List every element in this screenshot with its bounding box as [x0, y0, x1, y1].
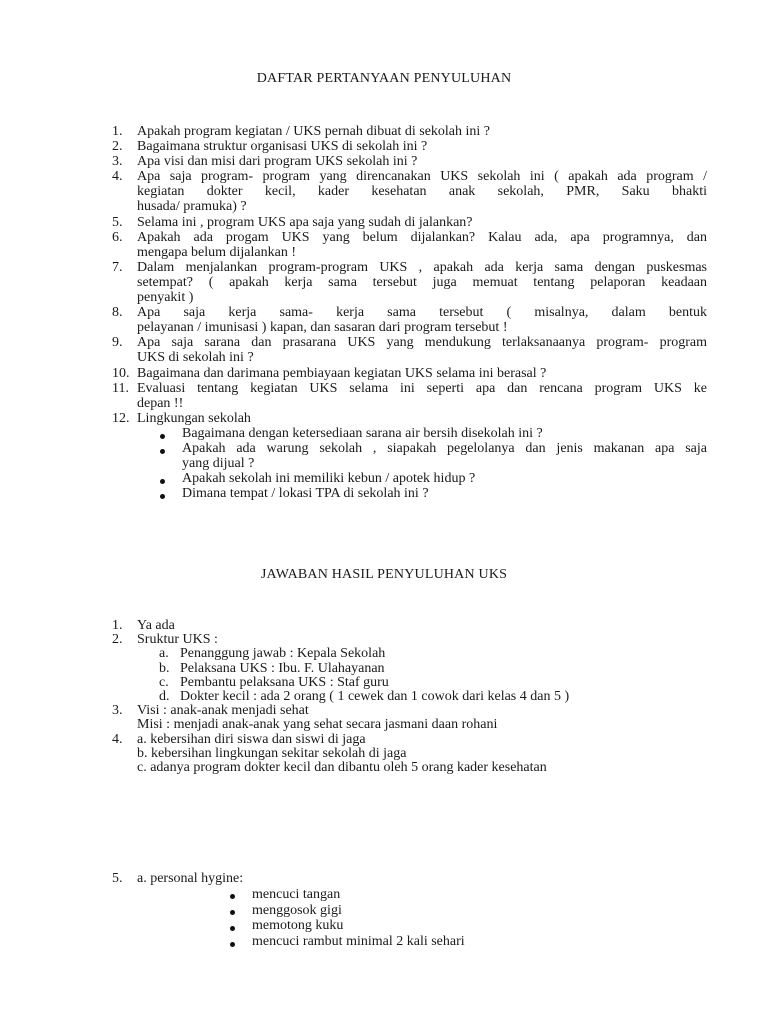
item-number: 11. [112, 380, 129, 396]
item-text-line: Evaluasi tentang kegiatan UKS selama ini seperti apa dan rencana program UKS ke [137, 380, 707, 396]
bullet-icon [230, 926, 235, 931]
list-item [112, 335, 707, 365]
item-number: 3. [112, 154, 123, 170]
list-item [112, 871, 707, 887]
list-item [112, 169, 707, 214]
item-number: 4. [112, 731, 123, 747]
item-text-line: kegiatan dokter kecil, kader kesehatan anak sekolah, PMR, Saku bhakti [137, 184, 707, 200]
sub-item-text: Penanggung jawab : Kepala Sekolah [180, 646, 386, 662]
item-text-line: Apa saja program- program yang direncanakan UKS sekolah ini ( apakah ada program / [137, 169, 707, 185]
item-number: 7. [112, 259, 123, 275]
item-text-line: Sruktur UKS : [137, 632, 218, 648]
item-text-line: setempat? ( apakah kerja sama tersebut juga memuat tentang pelaporan keadaan [137, 274, 707, 290]
item-number: 12. [112, 410, 130, 426]
bullet-item [112, 486, 707, 501]
item-number: 9. [112, 335, 123, 351]
item-number: 10. [112, 365, 130, 381]
list-item [112, 260, 707, 305]
list-item [112, 733, 707, 776]
list-item [112, 411, 707, 426]
list-item [112, 704, 707, 732]
bullet-icon [230, 910, 235, 915]
item-text-line: yang dijual ? [182, 456, 255, 472]
list-item [112, 305, 707, 335]
item-text-line: husada/ pramuka) ? [137, 199, 247, 215]
item-text-line: pelayanan / imunisasi ) kapan, dan sasaran dari program tersebut ! [137, 320, 508, 336]
item-text-line: memotong kuku [252, 918, 344, 934]
list-item [112, 139, 707, 154]
questions-title: DAFTAR PERTANYAAN PENYULUHAN [256, 71, 512, 86]
sub-item-marker: a. [159, 646, 169, 662]
list-item [112, 154, 707, 169]
list-item [112, 215, 707, 230]
list-item [112, 366, 707, 381]
item-number: 5. [112, 871, 123, 886]
item-text-line: b. kebersihan lingkungan sekitar sekolah di jaga [137, 745, 407, 761]
bullet-item [112, 471, 707, 486]
item-text-line: Apakah sekolah ini memiliki kebun / apotek hidup ? [182, 471, 476, 487]
bullet-icon [230, 942, 235, 947]
bullet-icon [160, 479, 165, 484]
bullet-item [112, 903, 707, 919]
item-text-line: Apakah ada warung sekolah , siapakah pegelolanya dan jenis makanan apa saja [182, 440, 707, 456]
item-text-line: mencuci tangan [252, 886, 341, 902]
item-text-line: Lingkungan sekolah [137, 410, 251, 426]
item-number: 2. [112, 139, 123, 155]
list-item [112, 619, 707, 633]
sub-item-marker: c. [159, 674, 169, 690]
bullet-item [112, 426, 707, 441]
sub-item-text: Dokter kecil : ada 2 orang ( 1 cewek dan 1 cowok dari kelas 4 dan 5 ) [180, 689, 570, 705]
list-item [112, 230, 707, 260]
item-number: 2. [112, 632, 123, 648]
item-text-line: a. kebersihan diri siswa dan siswi di jaga [137, 731, 366, 747]
bullet-item [112, 918, 707, 934]
item-text-line: Selama ini , program UKS apa saja yang sudah di jalankan? [137, 214, 473, 230]
item-number: 6. [112, 229, 123, 245]
item-number: 4. [112, 169, 123, 185]
sub-item-text: Pelaksana UKS : Ibu. F. Ulahayanan [180, 660, 385, 676]
item-text-line: a. personal hygine: [137, 871, 244, 886]
item-text-line: Apa saja sarana dan prasarana UKS yang mendukung terlaksanaanya program- program [137, 335, 707, 351]
item-text-line: UKS di sekolah ini ? [137, 350, 254, 366]
item-text-line: Bagaimana struktur organisasi UKS di sekolah ini ? [137, 139, 428, 155]
item-text-line: mencuci rambut minimal 2 kali sehari [252, 934, 465, 950]
item-text-line: Misi : menjadi anak-anak yang sehat secara jasmani daan rohani [137, 717, 498, 733]
sub-item [112, 676, 707, 690]
bullet-item [112, 441, 707, 471]
bullet-icon [230, 894, 235, 899]
bullet-icon [160, 449, 165, 454]
answers-list [112, 619, 707, 775]
item-number: 8. [112, 305, 123, 321]
bullet-item [112, 887, 707, 903]
questions-list [112, 124, 707, 501]
answer-5 [112, 871, 707, 950]
item-text-line: Apa visi dan misi dari program UKS sekolah ini ? [137, 154, 418, 170]
item-text-line: Bagaimana dan darimana pembiayaan kegiatan UKS selama ini berasal ? [137, 365, 547, 381]
sub-item [112, 690, 707, 704]
item-text-line: depan !! [137, 395, 184, 411]
item-text-line: Ya ada [137, 618, 175, 633]
item-number: 5. [112, 214, 123, 230]
list-item [112, 124, 707, 139]
answers-title: JAWABAN HASIL PENYULUHAN UKS [260, 567, 508, 582]
item-text-line: menggosok gigi [252, 902, 342, 918]
bullet-icon [160, 434, 165, 439]
item-text-line: mengapa belum dijalankan ! [137, 244, 296, 260]
list-item [112, 633, 707, 647]
sub-item-marker: d. [159, 689, 170, 705]
item-text-line: penyakit ) [137, 290, 194, 306]
item-text-line: Apakah ada progam UKS yang belum dijalankan? Kalau ada, apa programnya, dan [137, 229, 707, 245]
item-text-line: Apa saja kerja sama- kerja sama tersebut ( misalnya, dalam bentuk [137, 305, 707, 321]
item-text-line: Dalam menjalankan program-program UKS , apakah ada kerja sama dengan puskesmas [137, 259, 707, 275]
item-number: 1. [112, 124, 123, 139]
item-text-line: Dimana tempat / lokasi TPA di sekolah ini ? [182, 486, 429, 502]
bullet-item [112, 934, 707, 950]
item-text-line: Bagaimana dengan ketersediaan sarana air bersih disekolah ini ? [182, 425, 543, 441]
sub-item-text: Pembantu pelaksana UKS : Staf guru [180, 674, 389, 690]
item-text-line: Visi : anak-anak menjadi sehat [137, 703, 309, 719]
item-text-line: c. adanya program dokter kecil dan dibantu oleh 5 orang kader kesehatan [137, 760, 547, 776]
bullet-icon [160, 494, 165, 499]
item-text-line: Apakah program kegiatan / UKS pernah dibuat di sekolah ini ? [137, 124, 491, 139]
sub-item [112, 662, 707, 676]
list-item [112, 381, 707, 411]
item-number: 3. [112, 703, 123, 719]
sub-item-marker: b. [159, 660, 170, 676]
sub-item [112, 647, 707, 661]
item-number: 1. [112, 618, 123, 633]
